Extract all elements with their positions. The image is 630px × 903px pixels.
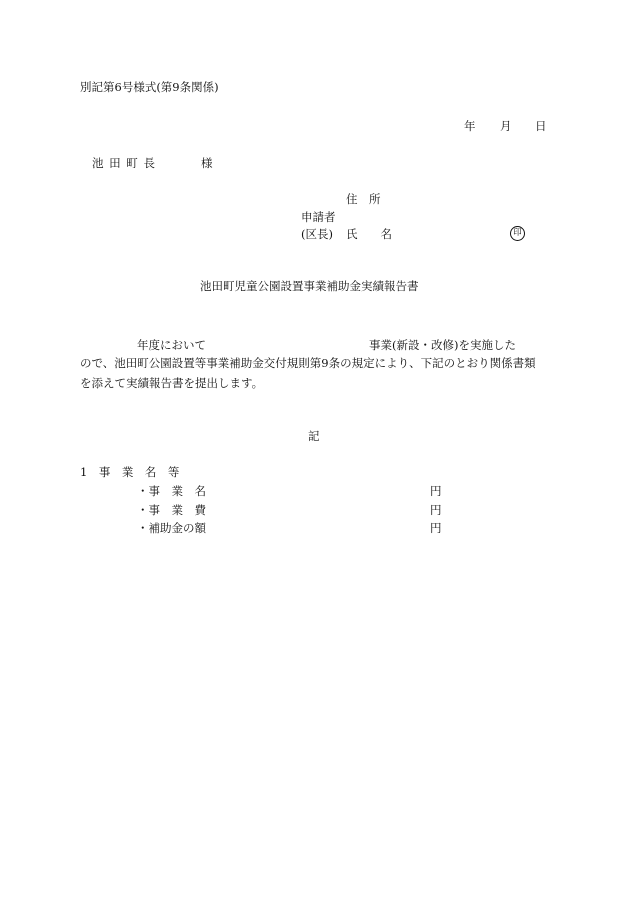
section1-heading: 1 事 業 名 等 [80,465,180,479]
item-unit-subsidy-amount: 円 [430,521,442,535]
item-unit-project-cost: 円 [430,503,442,517]
form-number: 別記第6号様式(第9条関係) [80,80,219,94]
date-year: 年 [464,119,476,133]
district-label: (区長) [301,227,333,241]
addressee-name: 池 田 町 長 [92,156,156,170]
item-label-project-name: ・事 業 名 [137,484,206,498]
item-unit-project-name: 円 [430,484,442,498]
ki-heading: 記 [308,429,320,443]
body-line1-start: 年度において [137,338,206,352]
date-month: 月 [500,119,512,133]
address-label: 住 所 [346,192,381,206]
name-label: 氏 名 [346,227,392,241]
body-line1-end: 事業(新設・改修)を実施した [369,338,516,352]
document-title: 池田町児童公園設置事業補助金実績報告書 [200,279,419,293]
applicant-label: 申請者 [301,210,336,224]
body-line3: を添えて実績報告書を提出します。 [80,376,264,390]
body-line2: ので、池田町公園設置等事業補助金交付規則第9条の規定により、下記のとおり関係書類 [80,356,536,370]
item-label-project-cost: ・事 業 費 [137,503,206,517]
seal-mark: 印 [510,226,525,241]
date-day: 日 [535,119,547,133]
item-label-subsidy-amount: ・補助金の額 [137,521,206,535]
addressee-honorific: 様 [201,156,213,170]
